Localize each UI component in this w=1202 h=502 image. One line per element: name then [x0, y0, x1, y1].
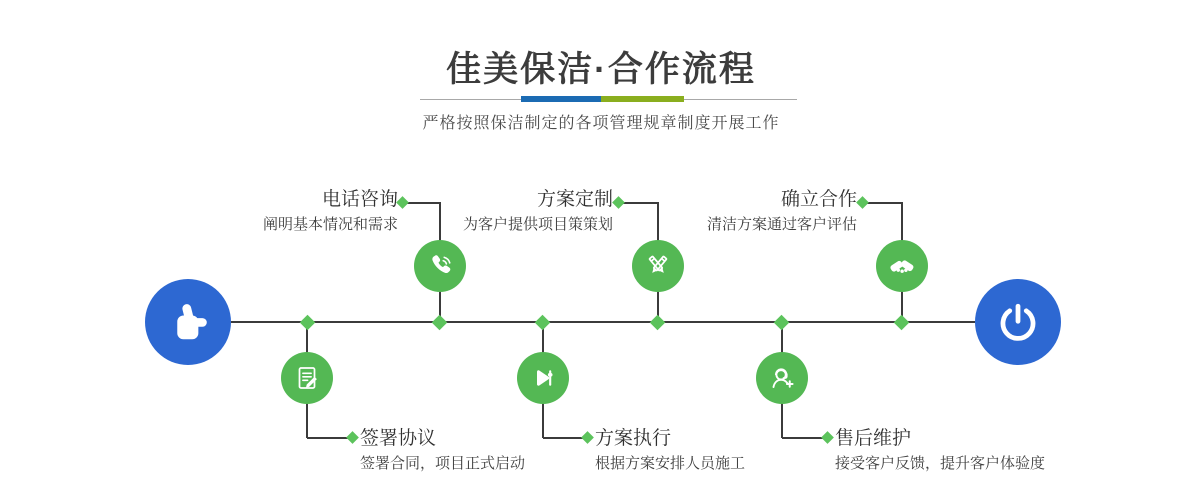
step-label-service	[835, 427, 1155, 474]
label-diamond	[346, 431, 359, 444]
connector-horizontal	[866, 202, 902, 204]
divider-green-segment	[601, 96, 684, 102]
step-title: 电话咨询	[321, 189, 398, 210]
step-node-design	[632, 240, 684, 292]
power-icon	[996, 300, 1040, 344]
timeline-start-node	[145, 279, 231, 365]
page-title: 佳美保洁·合作流程	[446, 50, 756, 89]
step-desc: 清洁方案通过客户评估	[706, 216, 857, 233]
step-node-execute	[517, 352, 569, 404]
step-desc: 签署合同，项目正式启动	[360, 455, 526, 472]
step-title: 签署协议	[360, 428, 437, 449]
play-execute-icon	[528, 363, 558, 393]
phone-icon	[425, 251, 455, 281]
step-title: 售后维护	[835, 428, 912, 449]
customer-service-icon	[766, 362, 798, 394]
step-title: 方案定制	[536, 189, 613, 210]
step-node-cooperation	[876, 240, 928, 292]
divider-blue-segment	[521, 96, 601, 102]
handshake-icon	[886, 250, 918, 282]
step-desc: 接受客户反馈，提升客户体验度	[835, 455, 1046, 472]
step-desc: 根据方案安排人员施工	[595, 455, 746, 472]
timeline-line	[231, 321, 975, 323]
junction-diamond	[774, 315, 790, 331]
junction-diamond	[535, 315, 551, 331]
junction-diamond	[432, 315, 448, 331]
timeline-end-node	[975, 279, 1061, 365]
connector-horizontal	[307, 437, 348, 439]
step-node-phone	[414, 240, 466, 292]
contract-pen-icon	[292, 363, 322, 393]
pointing-hand-icon	[165, 299, 211, 345]
junction-diamond	[894, 315, 910, 331]
junction-diamond	[300, 315, 316, 331]
step-desc: 为客户提供项目策策划	[462, 216, 613, 233]
junction-diamond	[650, 315, 666, 331]
step-node-service	[756, 352, 808, 404]
step-title: 确立合作	[780, 189, 857, 210]
label-diamond	[856, 196, 869, 209]
step-title: 方案执行	[595, 428, 672, 449]
step-node-contract	[281, 352, 333, 404]
step-label-cooperation	[537, 188, 857, 235]
page-subtitle: 严格按照保洁制定的各项管理规章制度开展工作	[422, 115, 780, 132]
design-pencils-icon	[643, 251, 673, 281]
step-desc: 阐明基本情况和需求	[262, 216, 398, 233]
